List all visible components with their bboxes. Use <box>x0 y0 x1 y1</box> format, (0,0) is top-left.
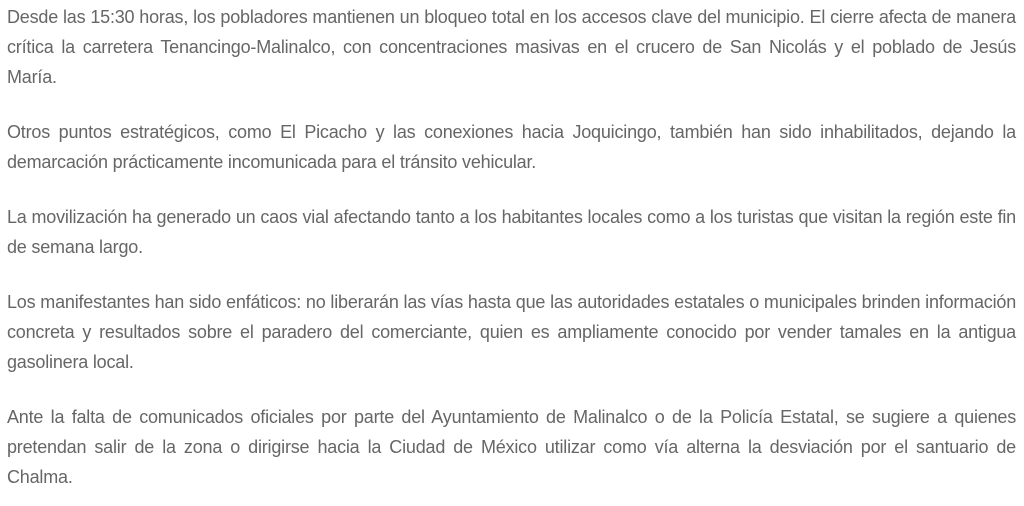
article-paragraph: Otros puntos estratégicos, como El Picacho y las conexiones hacia Joquicingo, también han sido inhabilitados, dejando la demarcación prácticamente incomunicada para el tránsito vehicular. <box>7 122 1016 172</box>
article-paragraph: Ante la falta de comunicados oficiales por parte del Ayuntamiento de Malinalco o de la Policía Estatal, se sugiere a quienes pretendan salir de la zona o dirigirse hacia la Ciudad de México utilizar como vía alterna la desviación por el santuario de Chalma. <box>7 407 1016 487</box>
article-paragraph: Los manifestantes han sido enfáticos: no liberarán las vías hasta que las autoridades estatales o municipales brinden información concreta y resultados sobre el paradero del comerciante, quien es ampliamente conocido por vender tamales en la antigua gasolinera local. <box>7 292 1016 372</box>
article-paragraph: Desde las 15:30 horas, los pobladores mantienen un bloqueo total en los accesos clave del municipio. El cierre afecta de manera crítica la carretera Tenancingo-Malinalco, con concentraciones masivas en el crucero de San Nicolás y el poblado de Jesús María. <box>7 7 1016 87</box>
article-paragraph: La movilización ha generado un caos vial afectando tanto a los habitantes locales como a los turistas que visitan la región este fin de semana largo. <box>7 207 1016 257</box>
